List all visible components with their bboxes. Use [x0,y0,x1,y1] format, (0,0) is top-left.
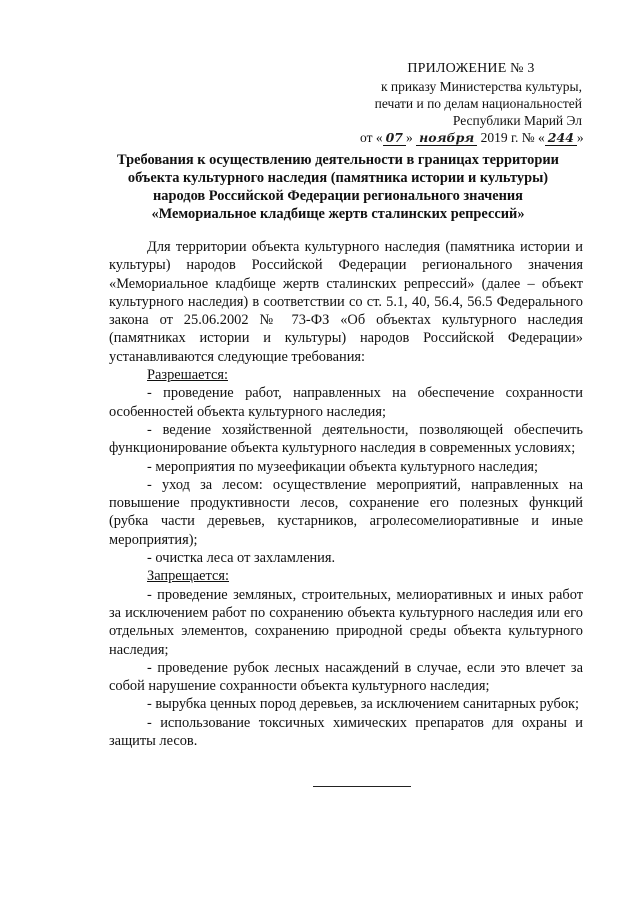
forbidden-heading [109,567,583,585]
allowed-heading [109,366,583,384]
date-mid: » [406,130,413,145]
forbidden-item: - вырубка ценных пород деревьев, за исключением санитарных рубок; [147,696,580,713]
allowed-item: - уход за лесом: осуществление мероприятий, направленных на повышение продуктивности лесов, сохранение его полезных функций (рубка части деревьев, кустарников, агролесомелиоративные и иные мероприятия); [109,476,583,548]
allowed-item: - ведение хозяйственной деятельности, позволяющей обеспечить функционирование объекта культурного наследия в современных условиях; [109,421,583,457]
date-suffix: » [576,130,584,145]
heading-line-2: объекта культурного наследия (памятника истории и культуры) [127,170,549,186]
forbidden-item: - проведение земляных, строительных, мелиоративных и иных работ за исключением работ по сохранению объекта культурного наследия или его отдельных элементов, сохранению природной среды объекта культурного наследия; [109,586,583,658]
appendix-republic-line: Республики Марий Эл [452,113,582,128]
appendix-ministry-line: печати и по делам национальностей [374,96,582,111]
intro-paragraph: Для территории объекта культурного наследия (памятника истории и культуры) народов Российской Федерации регионального значения «Мемориальное кладбище жертв сталинских репрессий» (далее – объект культурного наследия) в соответствии со ст. 5.1, 40, 56.4, 56.5 Федерального закона от 25.06.2002 № 73-ФЗ «Об объектах культурного наследия (памятниках истории и культуры) народов Российской Федерации» устанавливаются следующие требования: [109,239,583,365]
handwritten-day: 07 [383,130,406,146]
handwritten-number: 244 [545,130,577,146]
forbidden-item: - использование токсичных химических препаратов для охраны и защиты лесов. [109,714,583,750]
allowed-label: Разрешается: [147,367,228,384]
appendix-date-line [360,129,582,146]
appendix-title: ПРИЛОЖЕНИЕ № 3 [407,61,535,76]
forbidden-item: - проведение рубок лесных насаждений в случае, если это влечет за собой нарушение сохранности объекта культурного наследия; [109,659,583,695]
document-body [109,238,583,750]
end-divider [313,786,411,787]
allowed-item: - проведение работ, направленных на обеспечение сохранности особенностей объекта культурного наследия; [109,385,583,420]
heading-line-3: народов Российской Федерации регионального значения [153,188,523,204]
allowed-item: - очистка леса от захламления. [147,550,336,567]
forbidden-label: Запрещается: [147,568,230,585]
heading-line-1: Требования к осуществлению деятельности в границах территории [117,152,559,168]
appendix-order-line: к приказу Министерства культуры, [381,79,582,94]
date-year: 2019 г. № « [480,130,545,145]
date-prefix: от « [360,130,383,145]
appendix-block [360,60,582,146]
handwritten-month: ноября [416,130,477,146]
allowed-item: - мероприятия по музеефикации объекта культурного наследия; [147,458,539,475]
heading-line-4: «Мемориальное кладбище жертв сталинских репрессий» [151,206,525,222]
document-heading [92,151,584,223]
